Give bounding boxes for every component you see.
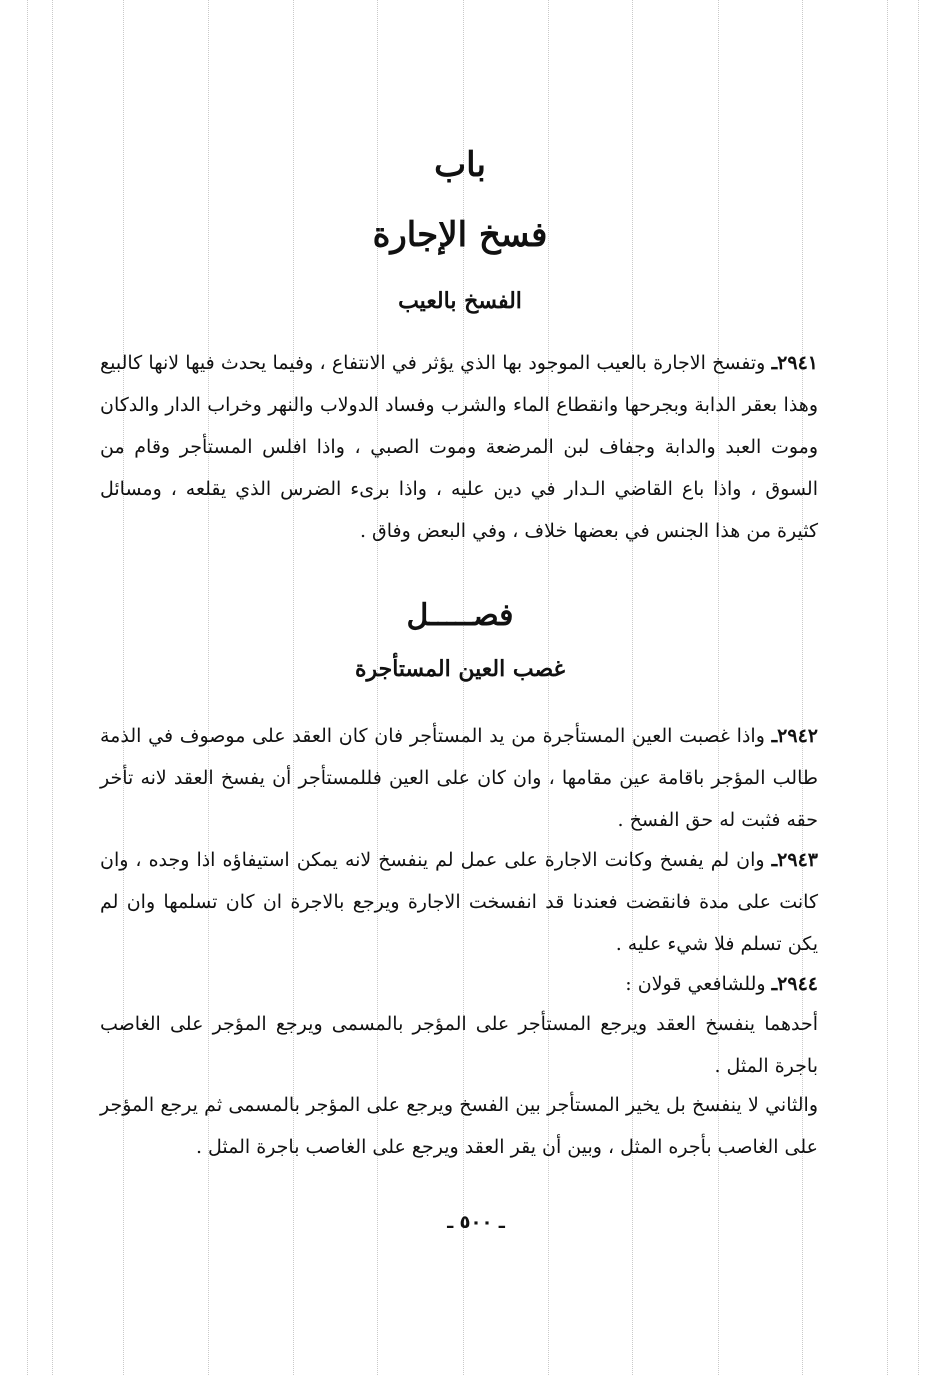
scan-guide-line xyxy=(463,0,464,1375)
paragraph-first-opinion xyxy=(100,1003,818,1087)
paragraph-2941 xyxy=(100,342,818,552)
scan-guide-line xyxy=(377,0,378,1375)
scan-guide-line xyxy=(632,0,633,1375)
chapter-title: فسخ الإجارة xyxy=(372,215,548,255)
paragraph-text: وللشافعي قولان : xyxy=(625,973,766,995)
scan-guide-line xyxy=(123,0,124,1375)
scan-guide-line xyxy=(293,0,294,1375)
scan-guide-line xyxy=(887,0,888,1375)
scan-guide-line xyxy=(208,0,209,1375)
scan-guide-line xyxy=(918,0,919,1375)
chapter-subtitle: الفسخ بالعيب xyxy=(398,288,522,314)
paragraph-text: والثاني لا ينفسخ بل يخير المستأجر بين الفسخ ويرجع على المؤجر بالمسمى ثم يرجع المؤجر على الغاصب بأجره المثل ، وبين أن يقر العقد ويرجع على الغاصب باجرة المثل . xyxy=(100,1094,818,1158)
paragraph-second-opinion xyxy=(100,1084,818,1168)
paragraph-number: ٢٩٤٤ـ xyxy=(771,973,818,995)
scan-guide-line xyxy=(27,0,28,1375)
scan-guide-line xyxy=(548,0,549,1375)
section-heading: فصـــــل xyxy=(406,598,514,633)
paragraph-number: ٢٩٤٢ـ xyxy=(771,725,818,747)
section-subtitle: غصب العين المستأجرة xyxy=(354,656,566,682)
paragraph-text: وان لم يفسخ وكانت الاجارة على عمل لم ينفسخ لانه يمكن استيفاؤه اذا وجده ، وان كانت على مدة فانقضت فعندنا قد انفسخت الاجارة ويرجع بالاجرة ان كان تسلمها وان لم يكن تسلم فلا شيء عليه . xyxy=(100,849,818,955)
paragraph-text: واذا غصبت العين المستأجرة من يد المستأجر فان كان العقد على موصوف في الذمة طالب المؤجر باقامة عين مقامها ، وان كان على العين فللمستأجر أن يفسخ العقد لانه تأخر حقه فثبت له حق الفسخ . xyxy=(100,725,818,831)
scan-guide-line xyxy=(718,0,719,1375)
paragraph-2943 xyxy=(100,839,818,965)
scan-guide-line xyxy=(802,0,803,1375)
paragraph-text: أحدهما ينفسخ العقد ويرجع المستأجر على المؤجر بالمسمى ويرجع المؤجر على الغاصب باجرة المثل . xyxy=(100,1013,818,1077)
paragraph-number: ٢٩٤٣ـ xyxy=(771,849,818,871)
paragraph-text: وتفسخ الاجارة بالعيب الموجود بها الذي يؤثر في الانتفاع ، وفيما يحدث فيها لانها كالبيع وهذا بعقر الدابة وبجرحها وانقطاع الماء والشرب وفساد الدولاب والنهر وخراب الدار والدكان وموت العبد والدابة وجفاف لبن المرضعة وموت الصبي ، واذا افلس المستأجر وقام من السوق ، واذا باع القاضي الـدار في دين عليه ، واذا برىء الضرس الذي يقلعه ، ومسائل كثيرة من هذا الجنس في بعضها خلاف ، وفي البعض وفاق . xyxy=(100,352,818,542)
chapter-heading: باب xyxy=(434,145,486,185)
paragraph-2942 xyxy=(100,715,818,841)
paragraph-2944 xyxy=(100,963,818,1005)
page-number: ـ ٥٠٠ ـ xyxy=(447,1212,505,1233)
scan-guide-line xyxy=(52,0,53,1375)
paragraph-number: ٢٩٤١ـ xyxy=(771,352,818,374)
